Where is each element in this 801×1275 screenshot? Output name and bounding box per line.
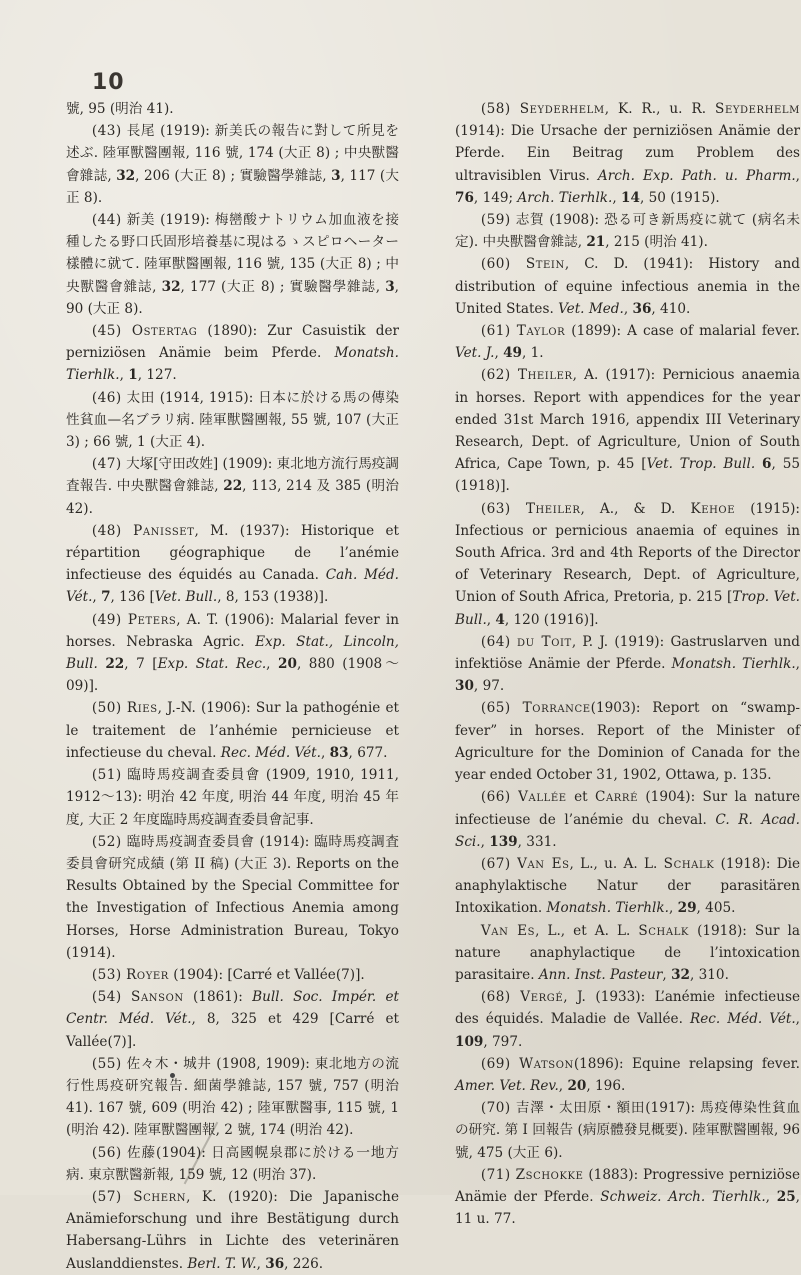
reference-entry xyxy=(66,1142,399,1186)
reference-number: (69) xyxy=(480,1055,511,1072)
author-name: Theiler xyxy=(517,367,573,384)
author-name: Kehoe xyxy=(690,500,736,517)
volume-number: 36 xyxy=(265,1255,285,1272)
reference-number: (47) xyxy=(91,456,122,473)
reference-number: (53) xyxy=(91,966,122,983)
volume-number: 76 xyxy=(455,189,474,206)
volume-number: 29 xyxy=(677,900,697,917)
reference-text: , 405. xyxy=(696,900,736,917)
reference-text: 佐藤(1904): 日高國幌泉郡に於ける一地方病. 東京獸醫新報, 159 號, 12 (明治 37). xyxy=(66,1144,399,1183)
reference-text: 長尾 (1919): 新美氏の報告に對して所見を述ぶ. 陸軍獸醫團報, 116 號, 174 (大正 8) ; 中央獸醫會雜誌, xyxy=(66,123,399,184)
reference-text: , 410. xyxy=(651,300,691,317)
volume-number: 7 xyxy=(101,589,111,606)
reference-number: (67) xyxy=(480,855,511,872)
journal-name: Exp. Stat. Rec. xyxy=(157,656,267,673)
reference-text: , 797. xyxy=(483,1033,523,1050)
author-name: Van Es xyxy=(480,922,536,939)
reference-entry xyxy=(66,120,399,209)
reference-text: (1883): Progressive perniziöse Anämie der Pferde. xyxy=(455,1166,801,1205)
reference-entry xyxy=(66,986,399,1053)
reference-text: , 177 (大正 8) ; 實驗醫學雜誌, xyxy=(180,278,386,295)
journal-name: Schweiz. Arch. Tierhlk. xyxy=(600,1188,766,1205)
reference-text: , 149; xyxy=(473,189,518,206)
reference-number: (57) xyxy=(91,1188,122,1205)
reference-entry xyxy=(455,1164,800,1231)
reference-text: , xyxy=(558,1077,568,1094)
volume-number: 22 xyxy=(105,656,125,673)
reference-number: (49) xyxy=(91,611,122,628)
reference-number: (62) xyxy=(480,367,511,384)
reference-number: (63) xyxy=(480,500,511,517)
volume-number: 20 xyxy=(567,1077,587,1094)
volume-number: 14 xyxy=(621,189,640,206)
volume-number: 36 xyxy=(632,300,652,317)
volume-number: 25 xyxy=(776,1188,796,1205)
reference-text: , 215 (明治 41). xyxy=(605,234,708,251)
author-name: Theiler xyxy=(525,500,581,517)
reference-entry xyxy=(455,786,800,853)
journal-name: Vet. Bull. xyxy=(154,589,218,606)
reference-text: , M. (1937): Historique et répartition géographique de l’anémie infectieuse des équidés au Canada. xyxy=(66,522,399,584)
volume-number: 1 xyxy=(128,367,138,384)
author-name: Ostertag xyxy=(131,323,198,340)
reference-text: 吉澤・太田原・額田(1917): 馬疫傳染性貧血の研究. 第 I 回報告 (病原體發見概要). 陸軍獸醫團報, 96 號, 475 (大正 6). xyxy=(455,1100,800,1161)
reference-text: , xyxy=(119,367,129,384)
reference-text: 志賀 (1908): 恐る可き新馬疫に就て (病名未定). 中央獸醫會雜誌, xyxy=(455,212,800,251)
reference-text: , xyxy=(480,833,490,850)
reference-number: (48) xyxy=(91,522,122,539)
journal-name: Amer. Vet. Rev. xyxy=(455,1077,559,1094)
reference-number: (56) xyxy=(91,1144,122,1161)
author-name: Seyderhelm xyxy=(715,101,800,117)
reference-number: (44) xyxy=(91,212,122,229)
reference-entry xyxy=(66,1053,399,1142)
journal-name: Rec. Méd. Vét. xyxy=(689,1011,796,1028)
reference-number: (71) xyxy=(480,1166,511,1183)
author-name: du Toit xyxy=(517,633,572,650)
reference-number: (51) xyxy=(91,767,122,784)
reference-text: , xyxy=(92,589,102,606)
reference-text: , 50 (1915). xyxy=(639,189,720,206)
volume-number: 139 xyxy=(489,833,518,850)
reference-text: , A., & D. xyxy=(580,500,691,517)
journal-name: Arch. Tierhlk. xyxy=(517,189,613,206)
reference-text: , 55 (1918)]. xyxy=(455,456,800,495)
author-name: Watson xyxy=(519,1055,574,1072)
reference-number: (45) xyxy=(91,323,122,340)
reference-text: 臨時馬疫調査委員會 (1914): 臨時馬疫調査委員會研究成績 (第 II 稿) (大正 3). Reports on the Results Obtained by the Special Committee for the Investigation of Infectious Anemia among Horses, Horse Administration Bureau, Tokyo (1914). xyxy=(66,833,399,961)
reference-text: , K. R., u. R. xyxy=(604,101,716,117)
reference-column-left xyxy=(66,98,399,1275)
author-name: Stein xyxy=(525,256,565,273)
reference-text: , 8, 325 et 429 [Carré et Vallée(7)]. xyxy=(66,1011,399,1050)
reference-text: , 8, 153 (1938)]. xyxy=(217,589,329,606)
reference-entry xyxy=(66,98,399,120)
reference-text: (1861): xyxy=(183,989,253,1006)
author-name: Sanson xyxy=(131,989,184,1006)
reference-number: (66) xyxy=(480,789,511,806)
reference-entry xyxy=(455,920,800,987)
reference-entry xyxy=(455,1053,800,1097)
reference-entry xyxy=(66,764,399,831)
reference-entry xyxy=(66,387,399,454)
reference-entry xyxy=(455,1097,800,1164)
reference-number: (54) xyxy=(91,989,122,1006)
reference-text: , 206 (大正 8) ; 實驗醫學雜誌, xyxy=(135,167,332,184)
reference-entry xyxy=(66,831,399,964)
author-name: Ries xyxy=(126,700,158,717)
reference-text: , xyxy=(320,744,330,761)
journal-name: Bull. Soc. Impér. et Centr. Méd. Vét. xyxy=(66,989,399,1028)
volume-number: 30 xyxy=(455,678,474,695)
reference-text: (1918): Die anaphylaktische Natur der parasitären Intoxikation. xyxy=(455,855,800,917)
reference-number: (52) xyxy=(91,833,122,850)
reference-text: 臨時馬疫調査委員會 (1909, 1910, 1911, 1912〜13): 明治 42 年度, 明治 44 年度, 明治 45 年度, 大正 2 年度臨時馬疫調査委員會記事. xyxy=(66,767,400,828)
reference-entry xyxy=(455,853,800,920)
volume-number: 32 xyxy=(161,278,181,295)
reference-text: , xyxy=(494,345,504,362)
journal-name: Vet. Trop. Bull. xyxy=(646,456,756,473)
reference-text: , L., et A. L. xyxy=(535,922,639,939)
reference-text: , 310. xyxy=(689,966,729,983)
reference-entry xyxy=(455,631,800,698)
author-name: Schern xyxy=(133,1188,187,1205)
reference-number: (65) xyxy=(480,700,511,717)
reference-text: (1890): Zur Casuistik der perniziösen Anämie beim Pferde. xyxy=(66,323,399,362)
reference-text: 號, 95 (明治 41). xyxy=(66,101,174,117)
author-name: Panisset xyxy=(133,522,195,539)
volume-number: 21 xyxy=(586,234,606,251)
author-name: Schalk xyxy=(638,922,690,939)
reference-text: (1899): A case of malarial fever. xyxy=(565,323,800,340)
reference-text: , C. D. (1941): History and distribution of equine infectious anemia in the United States. xyxy=(455,256,800,317)
reference-column-right xyxy=(455,98,800,1230)
reference-text: , 97. xyxy=(473,678,505,695)
journal-name: Exp. Stat., Lincoln, Bull. xyxy=(66,633,399,673)
reference-text: et xyxy=(566,789,595,806)
author-name: Torrance xyxy=(522,700,591,717)
reference-number: (55) xyxy=(91,1055,122,1072)
reference-text: , 90 (大正 8). xyxy=(66,278,399,317)
reference-text: (1896): Equine relapsing fever. xyxy=(573,1055,800,1072)
journal-name: Rec. Méd. Vét. xyxy=(220,744,321,761)
reference-text: , 226. xyxy=(284,1255,324,1272)
reference-entry xyxy=(66,320,399,387)
reference-entry xyxy=(66,520,399,609)
reference-text: 佐々木・城井 (1908, 1909): 東北地方の流行性馬疫研究報告. 細菌學雜誌, 157 號, 757 (明治 41). 167 號, 609 (明治 42) ; 陸軍獸醫事, 115 號, 1 (明治 42). 陸軍獸醫團報, 2 號, 174 (明治 42). xyxy=(66,1055,399,1139)
reference-text: (1903): Report on “swamp-fever” in horses. Report of the Minister of Agriculture for the Dominion of Canada for the year ended October 31, 1902, Ottawa, p. 135. xyxy=(455,700,800,784)
reference-text: , 127. xyxy=(137,367,177,384)
volume-number: 3 xyxy=(331,167,341,184)
volume-number: 109 xyxy=(455,1033,484,1050)
reference-text: , 677. xyxy=(348,744,388,761)
reference-entry xyxy=(455,364,800,497)
author-name: Van Es xyxy=(517,855,570,872)
reference-entry xyxy=(455,498,800,631)
reference-text: , 880 (1908〜09)]. xyxy=(66,656,400,695)
reference-text: 太田 (1914, 1915): 日本に於ける馬の傳染性貧血—名ブラリ病. 陸軍獸醫團報, 55 號, 107 (大正 3) ; 66 號, 1 (大正 4). xyxy=(66,389,399,451)
reference-entry xyxy=(66,609,399,698)
journal-name: Trop. Vet. Bull. xyxy=(455,589,800,628)
journal-name: Cah. Méd. Vét. xyxy=(66,567,399,606)
author-name: Carré xyxy=(594,789,638,806)
reference-text: , xyxy=(795,1011,800,1028)
reference-text: , xyxy=(486,611,496,628)
reference-number: (58) xyxy=(480,101,511,117)
reference-entry xyxy=(455,986,800,1053)
reference-text: , xyxy=(765,1188,777,1205)
reference-entry xyxy=(455,253,800,320)
reference-number: (46) xyxy=(91,389,122,406)
author-name: Vergé xyxy=(520,989,564,1006)
reference-number: (60) xyxy=(480,256,511,273)
journal-name: Vet. J. xyxy=(455,345,495,362)
reference-text: , L., u. A. L. xyxy=(569,855,664,872)
reference-number: (70) xyxy=(480,1100,511,1117)
reference-text: , 1. xyxy=(522,345,544,362)
ink-dot xyxy=(170,1073,175,1078)
reference-text: (1915): Infectious or pernicious anaemia of equines in South Africa. 3rd and 4th Reports of the Director of Veterinary Research, Dept. of Agriculture, Union of South Africa, Pretoria, p. 215 [ xyxy=(455,500,800,606)
reference-number: (61) xyxy=(480,323,511,340)
volume-number: 4 xyxy=(495,611,505,628)
volume-number: 32 xyxy=(116,167,136,184)
journal-name: Arch. Exp. Path. u. Pharm. xyxy=(597,167,796,184)
journal-name: Monatsh. Tierhlk. xyxy=(66,345,399,384)
journal-name: Monatsh. Tierhlk. xyxy=(671,656,796,673)
reference-number: (64) xyxy=(480,633,511,650)
journal-name: C. R. Acad. Sci. xyxy=(455,811,801,850)
journal-name: Berl. T. W. xyxy=(187,1255,257,1272)
reference-text: (1904): Sur la nature infectieuse de l’anémie du cheval. xyxy=(455,789,800,828)
reference-text: , K. (1920): Die Japanische Anämieforschung und ihre Bestätigung durch Habersang-Lührs in Lichte des veterinären Auslanddienstes. xyxy=(66,1188,399,1272)
journal-name: Ann. Inst. Pasteur xyxy=(538,966,663,983)
volume-number: 3 xyxy=(385,278,395,295)
page-number: 10 xyxy=(92,70,125,95)
author-name: Vallée xyxy=(518,789,567,806)
volume-number: 83 xyxy=(329,744,349,761)
reference-entry xyxy=(455,320,800,364)
reference-text: 大塚[守田改姓] (1909): 東北地方流行馬疫調査報告. 中央獸醫會雜誌, xyxy=(66,456,399,495)
volume-number: 32 xyxy=(671,966,690,983)
reference-text: , 113, 214 及 385 (明治 42). xyxy=(66,478,399,517)
reference-text: , xyxy=(266,656,279,673)
reference-text: , P. J. (1919): Gastruslarven und infektiöse Anämie der Pferde. xyxy=(455,633,800,673)
reference-entry xyxy=(66,964,399,986)
reference-text: , J. (1933): L’anémie infectieuse des équidés. Maladie de Vallée. xyxy=(455,989,800,1028)
reference-text: , 136 [ xyxy=(110,589,155,606)
reference-text: , xyxy=(668,900,678,917)
author-name: Peters xyxy=(127,611,177,628)
volume-number: 6 xyxy=(762,456,772,473)
author-name: Schalk xyxy=(663,855,715,872)
reference-text: , 7 [ xyxy=(124,656,158,673)
reference-number: (59) xyxy=(480,212,511,229)
reference-number: (50) xyxy=(91,700,122,717)
reference-entry xyxy=(455,98,800,209)
reference-text: , xyxy=(256,1255,266,1272)
journal-name: Vet. Med. xyxy=(558,300,624,317)
reference-text: (1904): [Carré et Vallée(7)]. xyxy=(168,966,365,983)
reference-text: , 120 (1916)]. xyxy=(504,611,599,628)
volume-number: 22 xyxy=(223,478,243,495)
reference-number: (68) xyxy=(480,989,511,1006)
reference-text: , J.-N. (1906): Sur la pathogénie et le traitement de l’anhémie pernicieuse et infectieuse du cheval. xyxy=(66,700,400,761)
reference-entry xyxy=(66,1186,399,1275)
reference-text: , xyxy=(612,189,622,206)
volume-number: 49 xyxy=(503,345,523,362)
reference-entry xyxy=(455,209,800,253)
author-name: Zschokke xyxy=(515,1166,584,1183)
reference-entry xyxy=(455,697,800,786)
reference-text: , A. T. (1906): Malarial fever in horses. Nebraska Agric. xyxy=(66,611,399,650)
reference-number: (43) xyxy=(91,123,122,140)
reference-text: (1918): Sur la nature anaphylactique de l’intoxication parasitaire. xyxy=(455,922,801,983)
reference-text: , 117 (大正 8). xyxy=(66,167,399,206)
reference-text: , xyxy=(795,167,800,184)
journal-name: Monatsh. Tierhlk. xyxy=(546,900,669,917)
reference-text: , xyxy=(795,656,800,673)
author-name: Seyderhelm xyxy=(519,101,605,117)
reference-text: , xyxy=(662,966,672,983)
reference-entry xyxy=(66,209,399,320)
reference-text: , 196. xyxy=(586,1077,626,1094)
reference-entry xyxy=(66,697,399,764)
reference-text: , 331. xyxy=(517,833,557,850)
reference-text: , xyxy=(623,300,633,317)
author-name: Taylor xyxy=(516,323,566,340)
reference-text: (1914): Die Ursache der perniziösen Anämie der Pferde. Ein Beitrag zum Problem des ultravisiblen Virus. xyxy=(455,123,800,184)
reference-entry xyxy=(66,453,399,520)
reference-text: 新美 (1919): 梅巒酸ナトリウム加血液を接種したる野口氏固形培養基に現はるゝスピロヘーター樣體に就て. 陸軍獸醫團報, 116 號, 135 (大正 8) ; 中央獸醫會雜誌, xyxy=(66,212,399,295)
volume-number: 20 xyxy=(278,656,297,673)
reference-text: , 11 u. 77. xyxy=(455,1188,800,1228)
author-name: Royer xyxy=(126,966,169,983)
reference-text: , A. (1917): Pernicious anaemia in horses. Report with appendices for the year ended 31st March 1916, appendix III Veterinary Research, Dept. of Agriculture, Union of South Africa, Cape Town, p. 45 [ xyxy=(455,367,800,473)
